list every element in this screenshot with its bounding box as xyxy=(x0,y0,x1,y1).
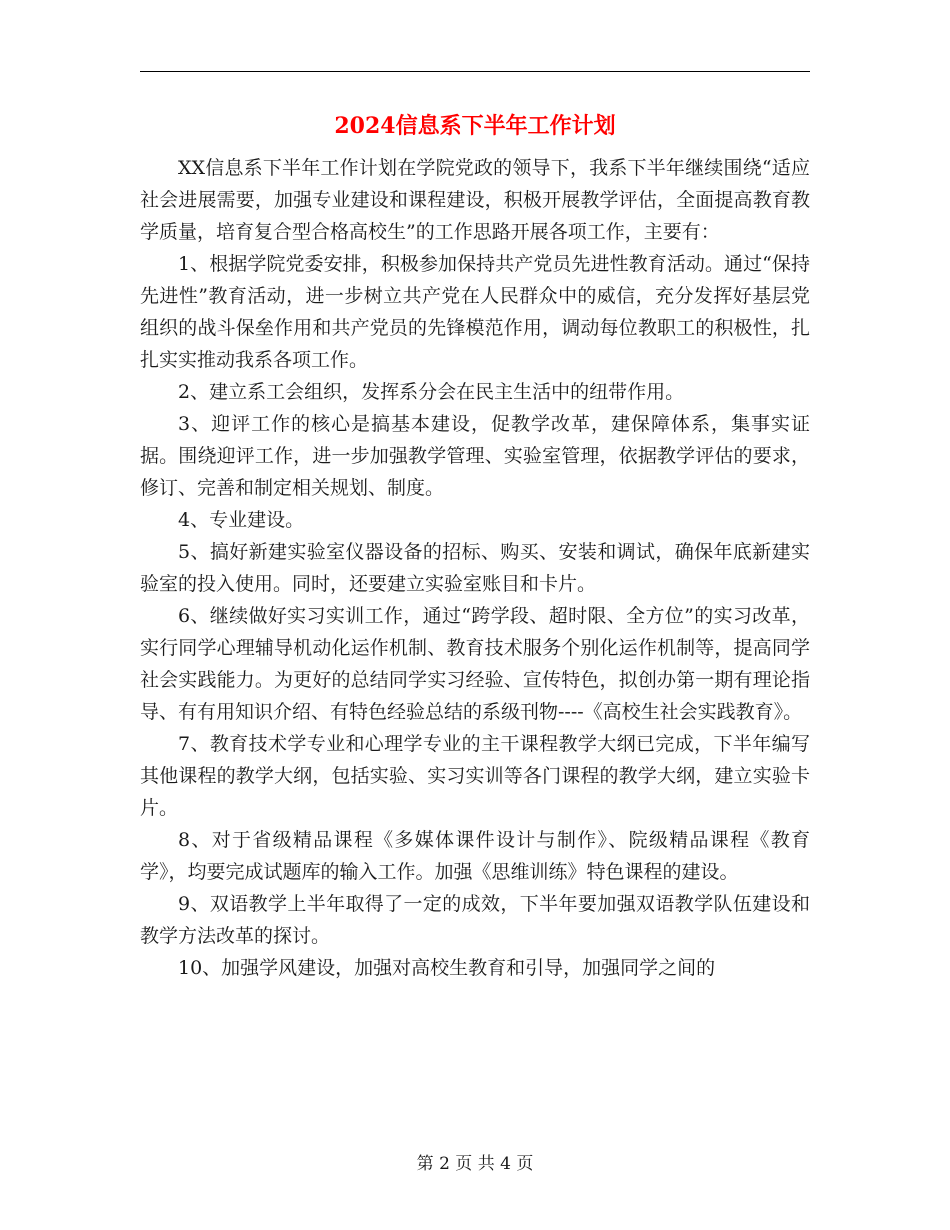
paragraph-item-1: 1、根据学院党委安排，积极参加保持共产党员先进性教育活动。通过“保持先进性”教育活动，进一步树立共产党在人民群众中的威信，充分发挥好基层党组织的战斗保垒作用和共产党员的先锋模范作用，调动每位教职工的积极性，扎扎实实推动我系各项工作。 xyxy=(140,253,810,371)
header-rule xyxy=(140,71,810,72)
paragraph-item-4: 4、专业建设。 xyxy=(178,509,305,531)
page-number-footer: 第 2 页 共 4 页 xyxy=(416,1154,534,1174)
paragraph-item-7: 7、教育技术学专业和心理学专业的主干课程教学大纲已完成，下半年编写其他课程的教学大纲，包括实验、实习实训等各门课程的教学大纲，建立实验卡片。 xyxy=(140,733,810,819)
paragraph-item-10: 10、加强学风建设，加强对高校生教育和引导，加强同学之间的 xyxy=(178,957,716,979)
paragraph-item-8: 8、对于省级精品课程《多媒体课件设计与制作》、院级精品课程《教育学》，均要完成试题库的输入工作。加强《思维训练》特色课程的建设。 xyxy=(140,829,810,883)
paragraph-item-3: 3、迎评工作的核心是搞基本建设，促教学改革，建保障体系，集事实证据。围绕迎评工作，进一步加强教学管理、实验室管理，依据教学评估的要求，修订、完善和制定相关规划、制度。 xyxy=(140,413,810,499)
paragraph-item-6: 6、继续做好实习实训工作，通过“跨学段、超时限、全方位”的实习改革，实行同学心理辅导机动化运作机制、教育技术服务个别化运作机制等，提高同学社会实践能力。为更好的总结同学实习经验、宣传特色，拟创办第一期有理论指导、有有用知识介绍、有特色经验总结的系级刊物----《高校生社会实践教育》。 xyxy=(140,605,810,723)
paragraph-item-2: 2、建立系工会组织，发挥系分会在民主生活中的纽带作用。 xyxy=(178,381,685,403)
paragraph-item-9: 9、双语教学上半年取得了一定的成效，下半年要加强双语教学队伍建设和教学方法改革的探讨。 xyxy=(140,893,810,947)
document-body xyxy=(140,152,810,984)
paragraph-item-5: 5、搞好新建实验室仪器设备的招标、购买、安装和调试，确保年底新建实验室的投入使用。同时，还要建立实验室账目和卡片。 xyxy=(140,541,810,595)
document-title: 2024信息系下半年工作计划 xyxy=(334,113,616,139)
paragraph-intro: XX信息系下半年工作计划在学院党政的领导下，我系下半年继续围绕“适应社会进展需要，加强专业建设和课程建设，积极开展教学评估，全面提高教育教学质量，培育复合型合格高校生”的工作思路开展各项工作，主要有： xyxy=(140,157,810,243)
